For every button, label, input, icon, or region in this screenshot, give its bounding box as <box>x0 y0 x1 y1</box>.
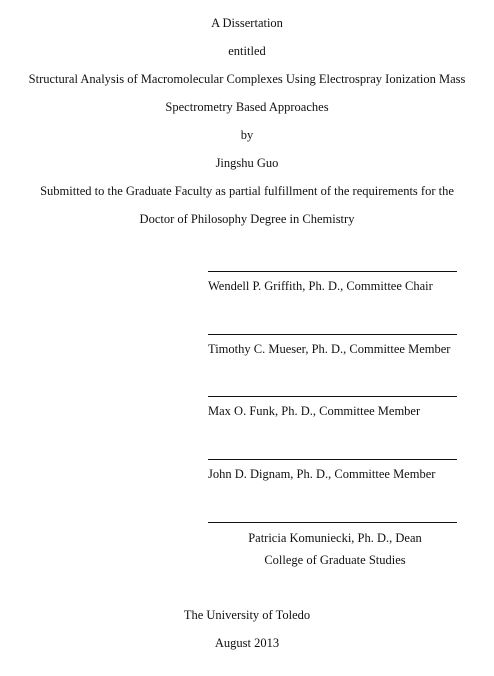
degree-line: Doctor of Philosophy Degree in Chemistry <box>139 212 355 226</box>
author-name: Jingshu Guo <box>215 156 279 170</box>
submission-date: August 2013 <box>214 636 280 650</box>
university-name: The University of Toledo <box>183 608 311 622</box>
signature-block-member-1 <box>208 334 457 357</box>
signature-line <box>208 459 457 460</box>
committee-member-name: Timothy C. Mueser, Ph. D., Committee Member <box>208 342 451 356</box>
by-label: by <box>240 128 254 142</box>
signature-block-dean <box>208 522 457 523</box>
committee-member-name: Wendell P. Griffith, Ph. D., Committee Chair <box>208 279 433 293</box>
title-line-1: Structural Analysis of Macromolecular Complexes Using Electrospray Ionization Mass <box>28 72 466 86</box>
document-type: A Dissertation <box>211 16 283 30</box>
committee-member-name: John D. Dignam, Ph. D., Committee Member <box>208 467 436 481</box>
signature-block-chair <box>208 271 457 294</box>
signature-line <box>208 334 457 335</box>
title-line-2: Spectrometry Based Approaches <box>165 100 329 114</box>
dean-college: College of Graduate Studies <box>264 553 406 567</box>
signature-line <box>208 522 457 523</box>
signature-line <box>208 271 457 272</box>
committee-member-name: Max O. Funk, Ph. D., Committee Member <box>208 404 421 418</box>
submitted-line-1: Submitted to the Graduate Faculty as partial fulfillment of the requirements for the <box>40 184 454 198</box>
dean-name: Patricia Komuniecki, Ph. D., Dean <box>248 531 422 545</box>
signature-line <box>208 396 457 397</box>
signature-block-member-2 <box>208 396 457 419</box>
signature-block-member-3 <box>208 459 457 482</box>
entitled-label: entitled <box>228 44 266 58</box>
